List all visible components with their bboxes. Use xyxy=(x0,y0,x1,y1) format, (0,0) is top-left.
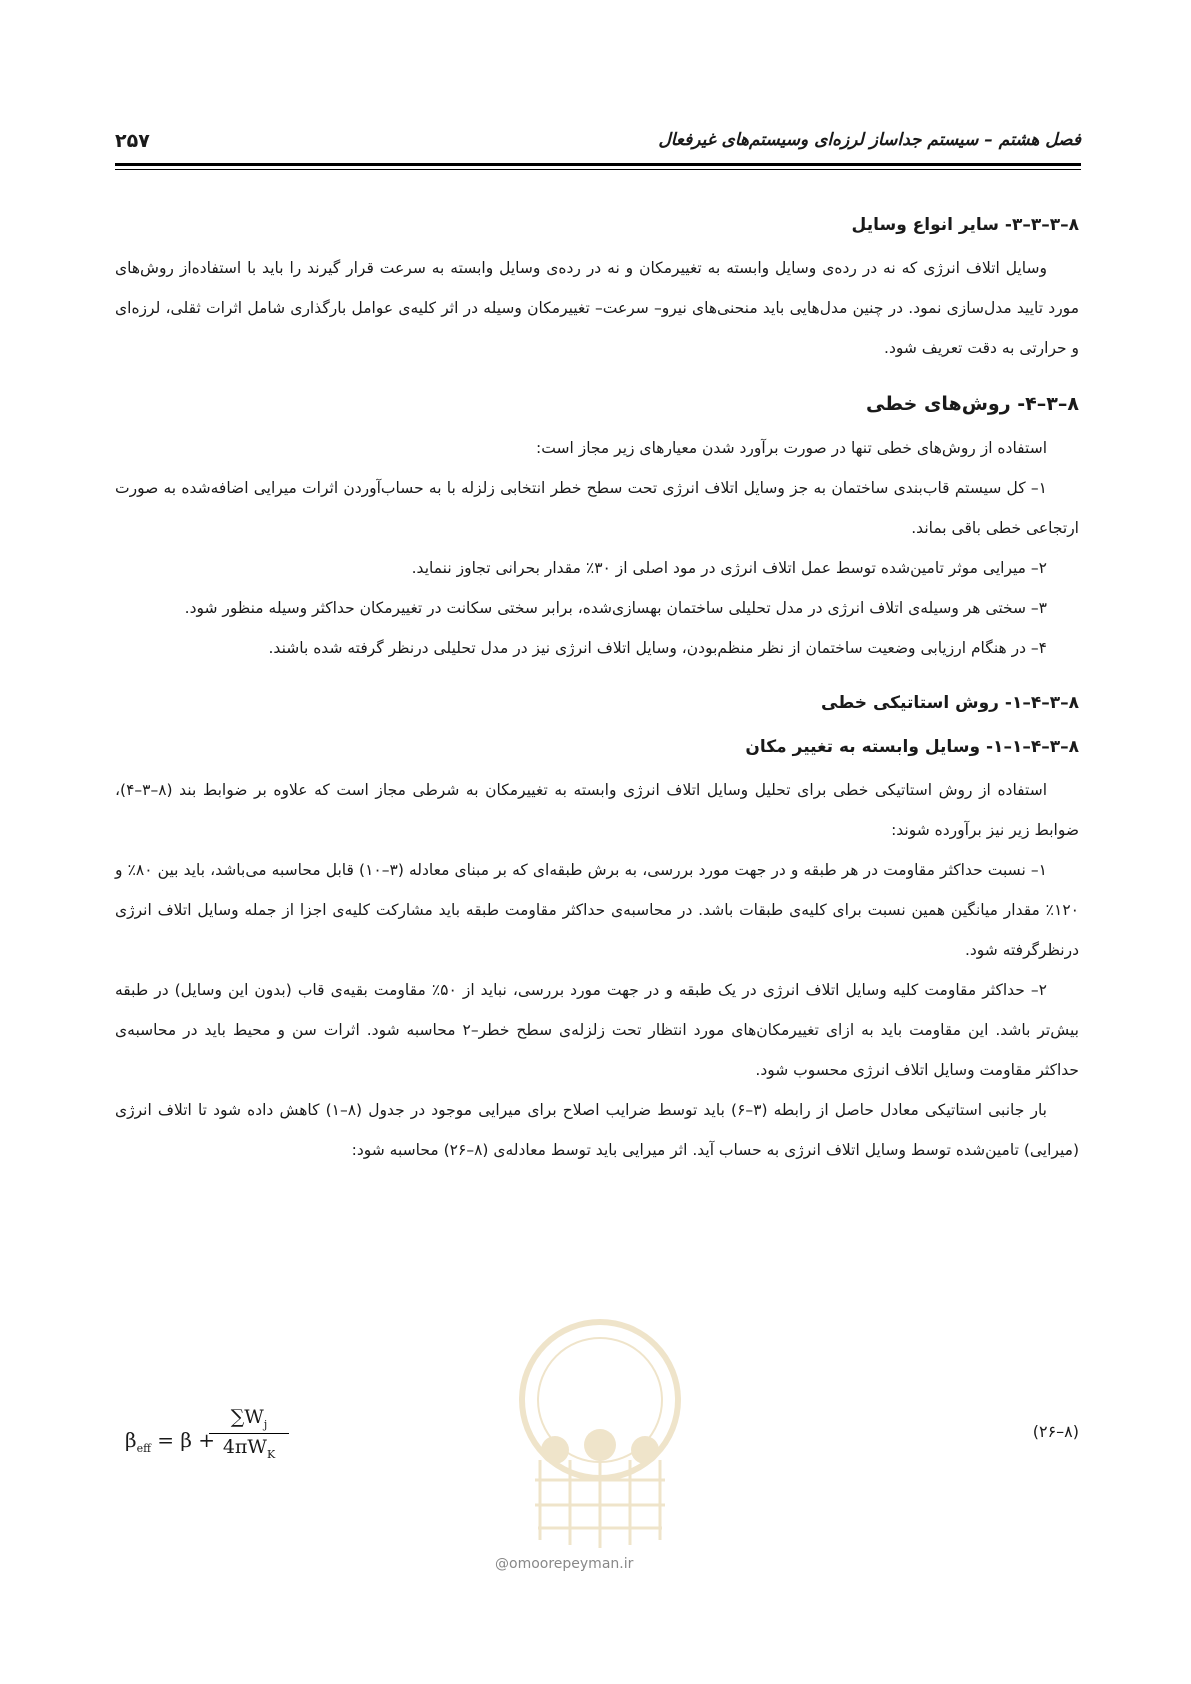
page-header xyxy=(115,128,1081,158)
formula-equals: = β + xyxy=(150,1428,216,1452)
header-rule xyxy=(115,163,1081,166)
list-item: ۱– کل سیستم قاب‌بندی ساختمان به جز وسایل اتلاف انرژی تحت سطح خطر انتخابی زلزله با به حساب‌آوردن اثرات میرایی اضافه‌شده به صورت ارتجاعی خطی باقی بماند. xyxy=(115,479,1079,537)
watermark-logo xyxy=(500,1310,700,1560)
section-heading-displacement-devices: ۸–۳–۴–۱–۱- وسایل وابسته به تغییر مکان xyxy=(745,737,1079,757)
numerator-text: ∑W xyxy=(230,1406,264,1428)
paragraph: استفاده از روش‌های خطی تنها در صورت برآورد شدن معیارهای زیر مجاز است: xyxy=(536,439,1047,457)
formula-lhs xyxy=(125,1428,215,1455)
paragraph: استفاده از روش استاتیکی خطی برای تحلیل وسایل اتلاف انرژی وابسته به تغییرمکان به شرطی مجاز است که علاوه بر ضوابط بند (۸–۳–۴)، ضوابط زیر نیز برآورده شوند: xyxy=(115,781,1079,839)
section-heading-linear-methods: ۸–۳–۴- روش‌های خطی xyxy=(865,393,1079,415)
list-item: ۲– حداکثر مقاومت کلیه وسایل اتلاف انرژی در یک طبقه و در جهت مورد بررسی، نباید از ۵۰٪ مقاومت بقیه‌ی قاب (بدون این وسایل) در طبقه بیش‌تر باشد. این مقاومت باید به ازای تغییرمکان‌های مورد انتظار تحت زلزله‌ی سطح خطر–۲ محاسبه شود. اثرات سن و محیط باید در محاسبه‌ی حداکثر مقاومت وسایل اتلاف انرژی محسوب شود. xyxy=(115,981,1079,1079)
body-text xyxy=(115,210,1079,1170)
chapter-title: فصل هشتم – سیستم جداساز لرزه‌ای وسیستم‌های غیرفعال xyxy=(658,130,1081,150)
equation-label: (۸–۲۶) xyxy=(1032,1422,1079,1441)
formula-numerator xyxy=(209,1406,289,1434)
formula-fraction xyxy=(209,1406,289,1461)
denominator-text: 4πW xyxy=(222,1435,267,1458)
header-rule-thin xyxy=(115,169,1081,170)
section-heading-linear-static: ۸–۳–۴–۱- روش استاتیکی خطی xyxy=(821,693,1079,713)
list-item: ۱– نسبت حداکثر مقاومت در هر طبقه و در جهت مورد بررسی، به برش طبقه‌ای که بر مبنای معادله (۳–۱۰) قابل محاسبه می‌باشد، باید بین ۸۰٪ و ۱۲۰٪ مقدار میانگین همین نسبت برای کلیه‌ی طبقات باشد. در محاسبه‌ی حداکثر مقاومت طبقه باید مشارکت کلیه‌ی اجزا از جمله وسایل اتلاف انرژی درنظرگرفته شود. xyxy=(115,861,1079,959)
numerator-subscript: j xyxy=(263,1417,268,1431)
formula-denominator xyxy=(209,1434,289,1461)
list-item: ۳– سختی هر وسیله‌ی اتلاف انرژی در مدل تحلیلی ساختمان بهسازی‌شده، برابر سختی سکانت در تغییرمکان حداکثر وسیله منظور شود. xyxy=(184,599,1047,617)
paragraph: بار جانبی استاتیکی معادل حاصل از رابطه (۳–۶) باید توسط ضرایب اصلاح برای میرایی موجود در جدول (۸–۱) کاهش داده شود تا اتلاف انرژی (میرایی) تامین‌شده توسط وسایل اتلاف انرژی به حساب آید. اثر میرایی باید توسط معادله‌ی (۸–۲۶) محاسبه شود: xyxy=(115,1101,1079,1159)
eff-subscript: eff xyxy=(136,1442,151,1455)
section-heading-other-devices: ۸–۳–۳–۳- سایر انواع وسایل xyxy=(851,215,1079,235)
list-item: ۲– میرایی موثر تامین‌شده توسط عمل اتلاف انرژی در مود اصلی از ۳۰٪ مقدار بحرانی تجاوز ننماید. xyxy=(411,559,1047,577)
beta-symbol: β xyxy=(125,1428,137,1452)
denominator-subscript: K xyxy=(266,1447,276,1461)
paragraph: وسایل اتلاف انرژی که نه در رده‌ی وسایل وابسته به تغییرمکان و نه در رده‌ی وسایل وابسته به سرعت قرار گیرند را باید با استفاده‌از روش‌های مورد تایید مدل‌سازی نمود. در چنین مدل‌هایی باید منحنی‌های نیرو– سرعت– تغییرمکان وسیله در اثر کلیه‌ی عوامل بارگذاری شامل اثرات ثقلی، لرزه‌ای و حرارتی به دقت تعریف شود. xyxy=(115,259,1079,357)
list-item: ۴– در هنگام ارزیابی وضعیت ساختمان از نظر منظم‌بودن، وسایل اتلاف انرژی نیز در مدل تحلیلی درنظر گرفته شده باشند. xyxy=(268,639,1047,657)
watermark-url: @omoorepeyman.ir xyxy=(495,1556,634,1572)
page-number: ۲۵۷ xyxy=(115,130,150,152)
